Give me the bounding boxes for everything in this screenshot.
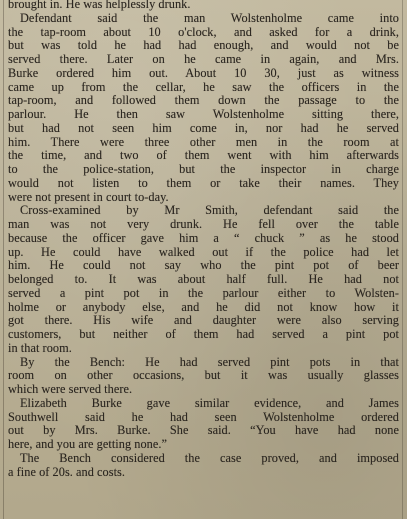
article-line: out by Mrs. Burke. She said. “You have had none xyxy=(8,424,399,438)
article-line: Southwell said he had seen Wolstenholme ordered xyxy=(8,410,399,424)
article-line: to the police-station, but the inspector in charge xyxy=(8,163,399,176)
article-line: because the officer gave him a “ chuck ” as he stood xyxy=(8,231,399,245)
article-line: belonged to. It was about half full. He had not xyxy=(8,273,399,286)
article-line: room on other occasions, but it was usually glasses xyxy=(8,369,399,383)
article-line: Elizabeth Burke gave similar evidence, and James xyxy=(20,396,399,410)
article-line: but was told he had had enough, and would not be xyxy=(8,39,399,53)
article-line: in that room. xyxy=(8,341,72,355)
article-line: served there. Later on he came in again, and Mrs. xyxy=(8,53,399,66)
article-line: By the Bench: He had served pint pots in that xyxy=(20,355,399,369)
article-line: served a pint pot in the parlour either to Wolsten- xyxy=(8,286,399,300)
article-line: which were served there. xyxy=(8,383,133,396)
article-line: the tap-room about 10 o'clock, and asked for a drink, xyxy=(8,25,399,39)
article-line: man was not very drunk. He fell over the table xyxy=(8,218,399,231)
article-line: a fine of 20s. and costs. xyxy=(8,465,126,479)
article-line: would not listen to them or take their names. They xyxy=(8,176,399,190)
article-line: customers, but neither of them had served a pint pot xyxy=(8,328,399,341)
article-line: him. He could not say who the pint pot of beer xyxy=(8,259,399,273)
article-line: were not present in court to-day. xyxy=(8,190,169,204)
article-line: here, and you are getting none.” xyxy=(8,438,168,451)
column-rule-left xyxy=(3,0,4,519)
article-line: but had not seen him come in, nor had he served xyxy=(8,121,399,135)
article-line: the time, and two of them went with him afterwards xyxy=(8,149,399,163)
article-line: came up from the cellar, he saw the officers in the xyxy=(8,80,399,94)
article-body xyxy=(8,0,399,479)
article-line: Cross-examined by Mr Smith, defendant said the xyxy=(20,204,399,218)
article-line: brought in. He was helplessly drunk. xyxy=(8,0,191,11)
column-rule-right xyxy=(402,0,403,519)
article-line: parlour. He then saw Wolstenholme sitting there, xyxy=(8,108,399,121)
article-line: The Bench considered the case proved, and imposed xyxy=(20,451,399,465)
article-line: holme or anybody else, and he did not know how it xyxy=(8,300,399,314)
article-line: him. There were three other men in the room at xyxy=(8,135,399,149)
article-line: tap-room, and followed them down the passage to the xyxy=(8,94,399,108)
article-line: up. He could have walked out if the police had let xyxy=(8,245,399,259)
article-line: Defendant said the man Wolstenholme came into xyxy=(20,11,399,25)
article-line: got there. His wife and daughter were also serving xyxy=(8,314,399,328)
article-line: Burke ordered him out. About 10 30, just as witness xyxy=(8,66,399,80)
